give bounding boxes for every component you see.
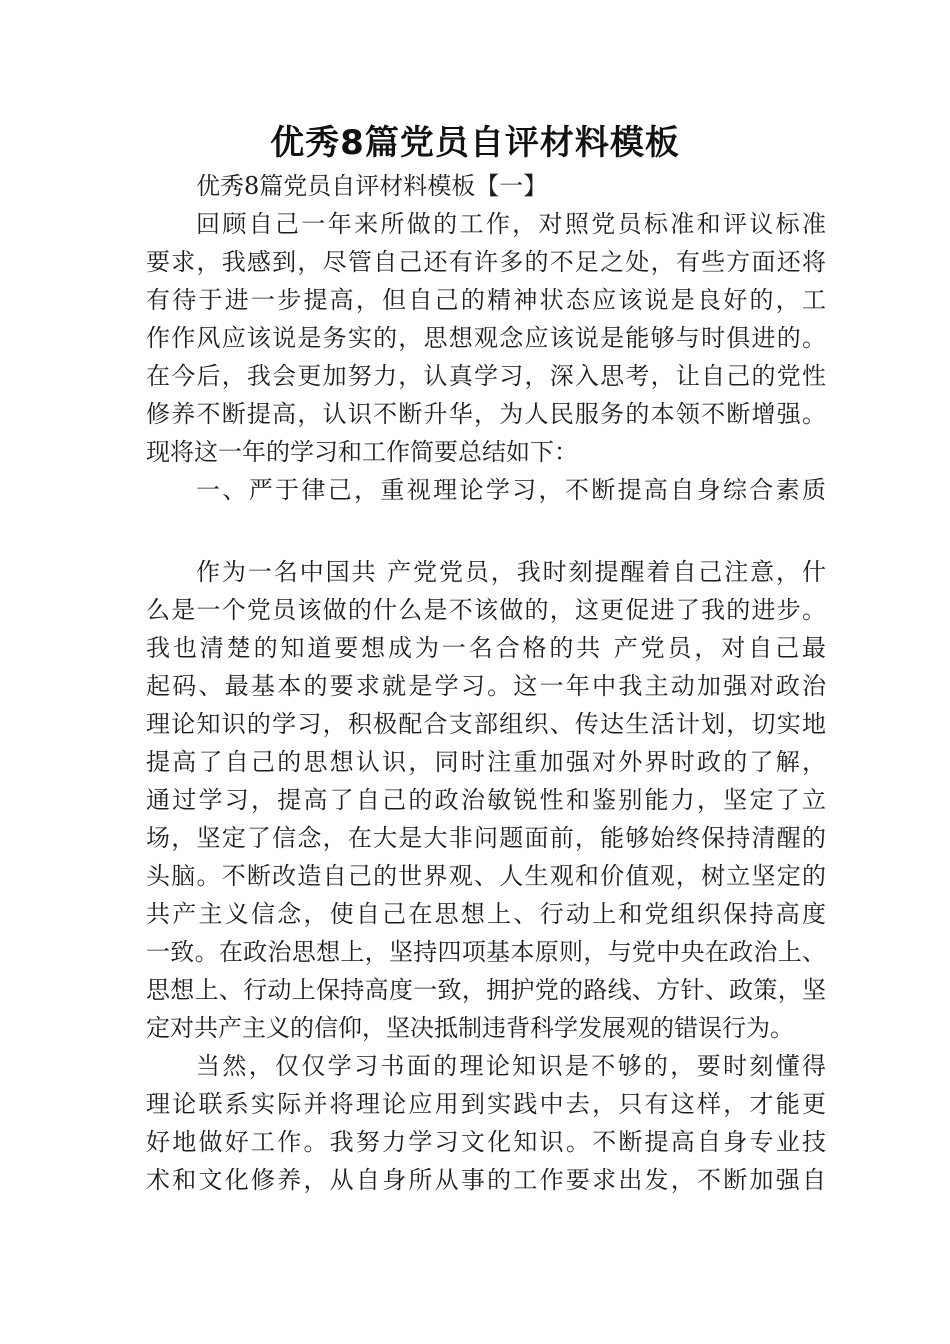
section-heading: 优秀8篇党员自评材料模板【一】: [196, 172, 548, 200]
paragraph-line: 当然，仅仅学习书面的理论知识是不够的，要时刻懂得: [196, 1052, 826, 1080]
paragraph-line: 提高了自己的思想认识，同时注重加强对外界时政的了解，: [146, 748, 826, 776]
paragraph-line: 理论知识的学习，积极配合支部组织、传达生活计划，切实地: [146, 710, 826, 738]
paragraph-line: 修养不断提高，认识不断升华，为人民服务的本领不断增强。: [146, 400, 826, 428]
paragraph-line: 有待于进一步提高，但自己的精神状态应该说是良好的，工: [146, 286, 826, 314]
paragraph-line: 思想上、行动上保持高度一致，拥护党的路线、方针、政策，坚: [146, 976, 826, 1004]
paragraph-line: 一致。在政治思想上，坚持四项基本原则，与党中央在政治上、: [146, 938, 826, 966]
paragraph-line: 我也清楚的知道要想成为一名合格的共 产党员，对自己最: [146, 634, 826, 662]
subsection-heading: 一、严于律己，重视理论学习，不断提高自身综合素质: [196, 476, 826, 504]
paragraph-line: 场，坚定了信念，在大是大非问题面前，能够始终保持清醒的: [146, 824, 826, 852]
paragraph-line: 理论联系实际并将理论应用到实践中去，只有这样，才能更: [146, 1090, 826, 1118]
paragraph-line: 么是一个党员该做的什么是不该做的，这更促进了我的进步。: [146, 596, 826, 624]
paragraph-line: 回顾自己一年来所做的工作，对照党员标准和评议标准: [196, 210, 826, 238]
paragraph-line: 定对共产主义的信仰，坚决抵制违背科学发展观的错误行为。: [146, 1014, 794, 1042]
paragraph-line: 好地做好工作。我努力学习文化知识。不断提高自身专业技: [146, 1128, 826, 1156]
paragraph-line: 通过学习，提高了自己的政治敏锐性和鉴别能力，坚定了立: [146, 786, 826, 814]
paragraph-line: 作作风应该说是务实的，思想观念应该说是能够与时俱进的。: [146, 324, 826, 352]
paragraph-line: 在今后，我会更加努力，认真学习，深入思考，让自己的党性: [146, 362, 826, 390]
paragraph-line: 术和文化修养，从自身所从事的工作要求出发，不断加强自: [146, 1166, 826, 1194]
paragraph-line: 现将这一年的学习和工作简要总结如下：: [146, 438, 578, 466]
document-title: 优秀8篇党员自评材料模板: [270, 123, 680, 163]
paragraph-line: 共产主义信念，使自己在思想上、行动上和党组织保持高度: [146, 900, 826, 928]
paragraph-line: 作为一名中国共 产党党员，我时刻提醒着自己注意，什: [196, 558, 826, 586]
paragraph-line: 起码、最基本的要求就是学习。这一年中我主动加强对政治: [146, 672, 826, 700]
paragraph-line: 头脑。不断改造自己的世界观、人生观和价值观，树立坚定的: [146, 862, 826, 890]
paragraph-line: 要求，我感到，尽管自己还有许多的不足之处，有些方面还将: [146, 248, 826, 276]
